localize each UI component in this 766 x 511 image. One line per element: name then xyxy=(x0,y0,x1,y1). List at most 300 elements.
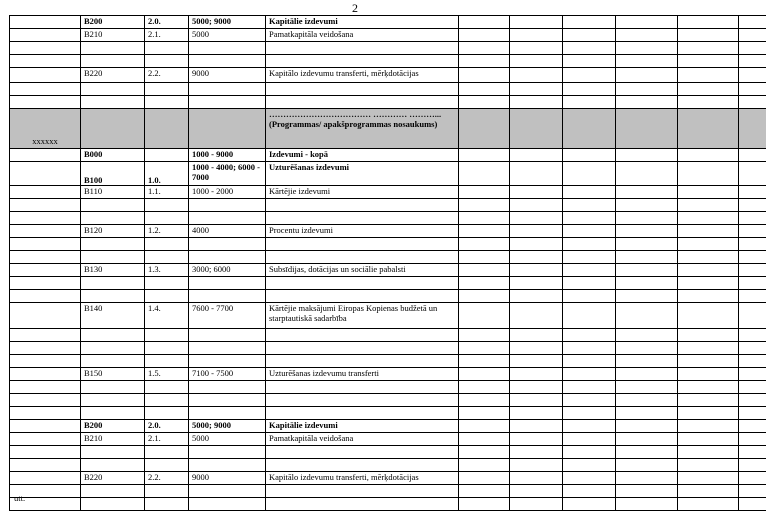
amount-cell xyxy=(739,264,766,277)
program-code-cell xyxy=(10,83,81,96)
amount-cell xyxy=(616,55,678,68)
amount-cell xyxy=(616,290,678,303)
table-row xyxy=(10,407,766,420)
line-number-cell xyxy=(145,109,189,149)
amount-cell xyxy=(510,355,563,368)
item-name-cell: Kapitālo izdevumu transferti, mērķdotācijas xyxy=(266,68,459,83)
line-number-cell xyxy=(145,277,189,290)
amount-cell xyxy=(459,83,510,96)
amount-cell xyxy=(678,407,739,420)
amount-cell xyxy=(510,472,563,485)
amount-cell xyxy=(678,485,739,498)
amount-cell xyxy=(510,420,563,433)
line-number-cell: 1.5. xyxy=(145,368,189,381)
program-code-cell xyxy=(10,149,81,162)
amount-cell xyxy=(563,472,616,485)
amount-cell xyxy=(510,407,563,420)
item-name-cell xyxy=(266,212,459,225)
amount-cell xyxy=(459,55,510,68)
amount-cell xyxy=(459,472,510,485)
amount-cell xyxy=(616,162,678,186)
amount-cell xyxy=(510,342,563,355)
ekk-code-cell: 9000 xyxy=(189,472,266,485)
amount-cell xyxy=(739,42,766,55)
program-code-cell xyxy=(10,42,81,55)
amount-cell xyxy=(678,225,739,238)
amount-cell xyxy=(459,42,510,55)
item-name-cell: Kapitālie izdevumi xyxy=(266,16,459,29)
table-row xyxy=(10,303,766,329)
table-row xyxy=(10,277,766,290)
amount-cell xyxy=(616,264,678,277)
item-name-cell xyxy=(266,355,459,368)
amount-cell xyxy=(739,459,766,472)
amount-cell xyxy=(459,342,510,355)
amount-cell xyxy=(459,446,510,459)
amount-cell xyxy=(739,251,766,264)
amount-cell xyxy=(739,381,766,394)
amount-cell xyxy=(563,394,616,407)
ekk-code-cell xyxy=(189,83,266,96)
table-row xyxy=(10,83,766,96)
amount-cell xyxy=(616,420,678,433)
amount-cell xyxy=(563,68,616,83)
amount-cell xyxy=(616,381,678,394)
amount-cell xyxy=(616,186,678,199)
amount-cell xyxy=(616,212,678,225)
amount-cell xyxy=(616,407,678,420)
amount-cell xyxy=(459,420,510,433)
classification-code-cell xyxy=(81,212,145,225)
amount-cell xyxy=(616,329,678,342)
classification-code-cell xyxy=(81,355,145,368)
amount-cell xyxy=(739,162,766,186)
table-row xyxy=(10,199,766,212)
amount-cell xyxy=(616,238,678,251)
amount-cell xyxy=(563,109,616,149)
classification-code-cell xyxy=(81,381,145,394)
table-row xyxy=(10,368,766,381)
program-code-cell xyxy=(10,446,81,459)
item-name-cell: Kārtējie maksājumi Eiropas Kopienas budžetā un starptautiskā sadarbība xyxy=(266,303,459,329)
amount-cell xyxy=(459,68,510,83)
amount-cell xyxy=(616,68,678,83)
amount-cell xyxy=(739,238,766,251)
amount-cell xyxy=(678,446,739,459)
amount-cell xyxy=(510,290,563,303)
amount-cell xyxy=(616,29,678,42)
line-number-cell xyxy=(145,381,189,394)
amount-cell xyxy=(678,186,739,199)
table-row xyxy=(10,16,766,29)
item-name-cell xyxy=(266,199,459,212)
program-code-cell xyxy=(10,162,81,186)
item-name-cell xyxy=(266,251,459,264)
classification-code-cell: B200 xyxy=(81,420,145,433)
ekk-code-cell: 7100 - 7500 xyxy=(189,368,266,381)
ekk-code-cell xyxy=(189,277,266,290)
amount-cell xyxy=(563,225,616,238)
ekk-code-cell: 5000 xyxy=(189,433,266,446)
item-name-cell xyxy=(266,329,459,342)
table-row xyxy=(10,394,766,407)
ekk-code-cell xyxy=(189,290,266,303)
program-code-cell xyxy=(10,368,81,381)
classification-code-cell xyxy=(81,485,145,498)
classification-code-cell xyxy=(81,55,145,68)
program-code-cell xyxy=(10,433,81,446)
ekk-code-cell xyxy=(189,251,266,264)
classification-code-cell xyxy=(81,238,145,251)
item-name-cell xyxy=(266,96,459,109)
item-name-cell xyxy=(266,381,459,394)
ekk-code-cell xyxy=(189,446,266,459)
amount-cell xyxy=(459,381,510,394)
classification-code-cell: B150 xyxy=(81,368,145,381)
amount-cell xyxy=(563,420,616,433)
item-name-cell: Kapitālie izdevumi xyxy=(266,420,459,433)
classification-code-cell: B220 xyxy=(81,68,145,83)
program-code-cell xyxy=(10,290,81,303)
footer-note: utt. xyxy=(14,493,25,503)
program-code-cell xyxy=(10,251,81,264)
amount-cell xyxy=(616,251,678,264)
amount-cell xyxy=(563,277,616,290)
ekk-code-cell: 1000 - 9000 xyxy=(189,149,266,162)
item-name-cell: Uzturēšanas izdevumu transferti xyxy=(266,368,459,381)
program-code-cell xyxy=(10,394,81,407)
ekk-code-cell xyxy=(189,96,266,109)
amount-cell xyxy=(616,342,678,355)
amount-cell xyxy=(563,96,616,109)
amount-cell xyxy=(739,96,766,109)
amount-cell xyxy=(563,199,616,212)
amount-cell xyxy=(678,277,739,290)
amount-cell xyxy=(739,109,766,149)
amount-cell xyxy=(678,472,739,485)
amount-cell xyxy=(678,381,739,394)
amount-cell xyxy=(616,368,678,381)
amount-cell xyxy=(739,355,766,368)
amount-cell xyxy=(563,342,616,355)
amount-cell xyxy=(616,96,678,109)
amount-cell xyxy=(459,303,510,329)
amount-cell xyxy=(459,212,510,225)
classification-code-cell xyxy=(81,109,145,149)
amount-cell xyxy=(616,355,678,368)
amount-cell xyxy=(616,485,678,498)
table-row xyxy=(10,225,766,238)
amount-cell xyxy=(678,342,739,355)
amount-cell xyxy=(739,329,766,342)
ekk-code-cell xyxy=(189,55,266,68)
amount-cell xyxy=(510,264,563,277)
ekk-code-cell xyxy=(189,407,266,420)
item-name-cell: Kapitālo izdevumu transferti, mērķdotācijas xyxy=(266,472,459,485)
amount-cell xyxy=(459,277,510,290)
amount-cell xyxy=(616,277,678,290)
line-number-cell: 2.2. xyxy=(145,472,189,485)
amount-cell xyxy=(459,96,510,109)
classification-code-cell xyxy=(81,83,145,96)
amount-cell xyxy=(510,394,563,407)
amount-cell xyxy=(678,162,739,186)
amount-cell xyxy=(510,199,563,212)
table-row xyxy=(10,29,766,42)
amount-cell xyxy=(678,303,739,329)
ekk-code-cell: 3000; 6000 xyxy=(189,264,266,277)
amount-cell xyxy=(739,446,766,459)
item-name-cell: Pamatkapitāla veidošana xyxy=(266,29,459,42)
amount-cell xyxy=(459,485,510,498)
ekk-code-cell xyxy=(189,459,266,472)
classification-code-cell: B130 xyxy=(81,264,145,277)
amount-cell xyxy=(459,16,510,29)
program-code-cell xyxy=(10,355,81,368)
ekk-code-cell: 9000 xyxy=(189,68,266,83)
item-name-cell xyxy=(266,277,459,290)
amount-cell xyxy=(510,29,563,42)
classification-code-cell xyxy=(81,394,145,407)
amount-cell xyxy=(678,238,739,251)
amount-cell xyxy=(459,162,510,186)
amount-cell xyxy=(510,55,563,68)
amount-cell xyxy=(563,42,616,55)
amount-cell xyxy=(459,238,510,251)
amount-cell xyxy=(510,212,563,225)
amount-cell xyxy=(678,459,739,472)
amount-cell xyxy=(459,290,510,303)
program-code-cell xyxy=(10,329,81,342)
classification-code-cell xyxy=(81,446,145,459)
line-number-cell: 1.1. xyxy=(145,186,189,199)
item-name-cell xyxy=(266,290,459,303)
amount-cell xyxy=(739,394,766,407)
item-name-cell: Kārtējie izdevumi xyxy=(266,186,459,199)
amount-cell xyxy=(616,199,678,212)
table-row xyxy=(10,212,766,225)
line-number-cell xyxy=(145,485,189,498)
item-name-cell xyxy=(266,342,459,355)
classification-code-cell xyxy=(81,407,145,420)
amount-cell xyxy=(510,303,563,329)
item-name-cell: Uzturēšanas izdevumi xyxy=(266,162,459,186)
amount-cell xyxy=(678,68,739,83)
amount-cell xyxy=(616,109,678,149)
item-name-cell: Izdevumi - kopā xyxy=(266,149,459,162)
line-number-cell: 2.0. xyxy=(145,420,189,433)
amount-cell xyxy=(739,55,766,68)
line-number-cell xyxy=(145,149,189,162)
ekk-code-cell: 5000; 9000 xyxy=(189,420,266,433)
amount-cell xyxy=(563,485,616,498)
program-code-cell xyxy=(10,303,81,329)
amount-cell xyxy=(616,83,678,96)
amount-cell xyxy=(510,277,563,290)
amount-cell xyxy=(510,251,563,264)
line-number-cell xyxy=(145,42,189,55)
amount-cell xyxy=(739,407,766,420)
line-number-cell xyxy=(145,290,189,303)
program-code-cell xyxy=(10,55,81,68)
table-row xyxy=(10,472,766,485)
amount-cell xyxy=(563,368,616,381)
amount-cell xyxy=(459,459,510,472)
ekk-code-cell: 4000 xyxy=(189,225,266,238)
ekk-code-cell: 5000; 9000 xyxy=(189,16,266,29)
amount-cell xyxy=(678,394,739,407)
line-number-cell xyxy=(145,459,189,472)
item-name-cell: Subsīdijas, dotācijas un sociālie pabalsti xyxy=(266,264,459,277)
table-row xyxy=(10,251,766,264)
amount-cell xyxy=(510,485,563,498)
amount-cell xyxy=(563,264,616,277)
amount-cell xyxy=(739,342,766,355)
program-code-cell xyxy=(10,16,81,29)
table-row xyxy=(10,290,766,303)
ekk-code-cell: 5000 xyxy=(189,29,266,42)
amount-cell xyxy=(459,109,510,149)
program-code-cell xyxy=(10,68,81,83)
item-name-cell xyxy=(266,55,459,68)
amount-cell xyxy=(739,472,766,485)
amount-cell xyxy=(510,381,563,394)
amount-cell xyxy=(459,149,510,162)
amount-cell xyxy=(510,16,563,29)
amount-cell xyxy=(510,68,563,83)
line-number-cell: 1.2. xyxy=(145,225,189,238)
page-number: 2 xyxy=(352,1,358,16)
amount-cell xyxy=(739,83,766,96)
amount-cell xyxy=(616,16,678,29)
amount-cell xyxy=(563,433,616,446)
line-number-cell xyxy=(145,446,189,459)
ekk-code-cell xyxy=(189,394,266,407)
amount-cell xyxy=(563,29,616,42)
table-row xyxy=(10,68,766,83)
amount-cell xyxy=(459,251,510,264)
table-row xyxy=(10,55,766,68)
item-name-cell: ……………………………… ………… ………... (Programmas/ apakšprogrammas nosaukums) xyxy=(266,109,459,149)
amount-cell xyxy=(510,96,563,109)
amount-cell xyxy=(510,109,563,149)
program-code-cell xyxy=(10,264,81,277)
ekk-code-cell xyxy=(189,238,266,251)
amount-cell xyxy=(563,459,616,472)
amount-cell xyxy=(678,433,739,446)
classification-code-cell xyxy=(81,459,145,472)
program-code-cell xyxy=(10,277,81,290)
amount-cell xyxy=(678,83,739,96)
table-row xyxy=(10,459,766,472)
ekk-code-cell: 1000 - 4000; 6000 - 7000 xyxy=(189,162,266,186)
line-number-cell: 1.0. xyxy=(145,162,189,186)
table-row xyxy=(10,355,766,368)
amount-cell xyxy=(678,251,739,264)
line-number-cell xyxy=(145,212,189,225)
item-name-cell: Procentu izdevumi xyxy=(266,225,459,238)
line-number-cell xyxy=(145,238,189,251)
classification-code-cell: B000 xyxy=(81,149,145,162)
table-row xyxy=(10,42,766,55)
amount-cell xyxy=(459,394,510,407)
amount-cell xyxy=(563,149,616,162)
classification-code-cell xyxy=(81,42,145,55)
amount-cell xyxy=(678,149,739,162)
table-row xyxy=(10,162,766,186)
amount-cell xyxy=(563,162,616,186)
table-row xyxy=(10,433,766,446)
classification-code-cell xyxy=(81,96,145,109)
item-name-cell xyxy=(266,407,459,420)
ekk-code-cell xyxy=(189,42,266,55)
amount-cell xyxy=(616,42,678,55)
line-number-cell xyxy=(145,329,189,342)
amount-cell xyxy=(739,290,766,303)
classification-code-cell xyxy=(81,251,145,264)
amount-cell xyxy=(739,433,766,446)
amount-cell xyxy=(678,420,739,433)
amount-cell xyxy=(678,212,739,225)
amount-cell xyxy=(510,186,563,199)
amount-cell xyxy=(616,394,678,407)
item-name-cell xyxy=(266,238,459,251)
line-number-cell xyxy=(145,83,189,96)
amount-cell xyxy=(739,186,766,199)
amount-cell xyxy=(563,16,616,29)
classification-code-cell: B210 xyxy=(81,29,145,42)
amount-cell xyxy=(616,225,678,238)
line-number-cell xyxy=(145,199,189,212)
table-row xyxy=(10,420,766,433)
amount-cell xyxy=(510,162,563,186)
amount-cell xyxy=(563,290,616,303)
item-name-cell xyxy=(266,446,459,459)
ekk-code-cell xyxy=(189,329,266,342)
amount-cell xyxy=(563,381,616,394)
table-row xyxy=(10,264,766,277)
table-row xyxy=(10,149,766,162)
amount-cell xyxy=(563,83,616,96)
amount-cell xyxy=(616,303,678,329)
table-row xyxy=(10,329,766,342)
program-code-cell xyxy=(10,96,81,109)
ekk-code-cell xyxy=(189,485,266,498)
classification-code-cell: B140 xyxy=(81,303,145,329)
table-row xyxy=(10,342,766,355)
amount-cell xyxy=(510,433,563,446)
amount-cell xyxy=(739,199,766,212)
amount-cell xyxy=(510,446,563,459)
amount-cell xyxy=(563,446,616,459)
classification-code-cell: B220 xyxy=(81,472,145,485)
amount-cell xyxy=(459,199,510,212)
amount-cell xyxy=(510,225,563,238)
budget-table xyxy=(9,15,766,511)
line-number-cell xyxy=(145,96,189,109)
line-number-cell: 2.1. xyxy=(145,29,189,42)
amount-cell xyxy=(459,433,510,446)
ekk-code-cell: 7600 - 7700 xyxy=(189,303,266,329)
classification-code-cell: B100 xyxy=(81,162,145,186)
item-name-cell xyxy=(266,83,459,96)
amount-cell xyxy=(510,238,563,251)
item-name-cell xyxy=(266,394,459,407)
amount-cell xyxy=(739,16,766,29)
amount-cell xyxy=(616,472,678,485)
ekk-code-cell xyxy=(189,212,266,225)
amount-cell xyxy=(510,149,563,162)
